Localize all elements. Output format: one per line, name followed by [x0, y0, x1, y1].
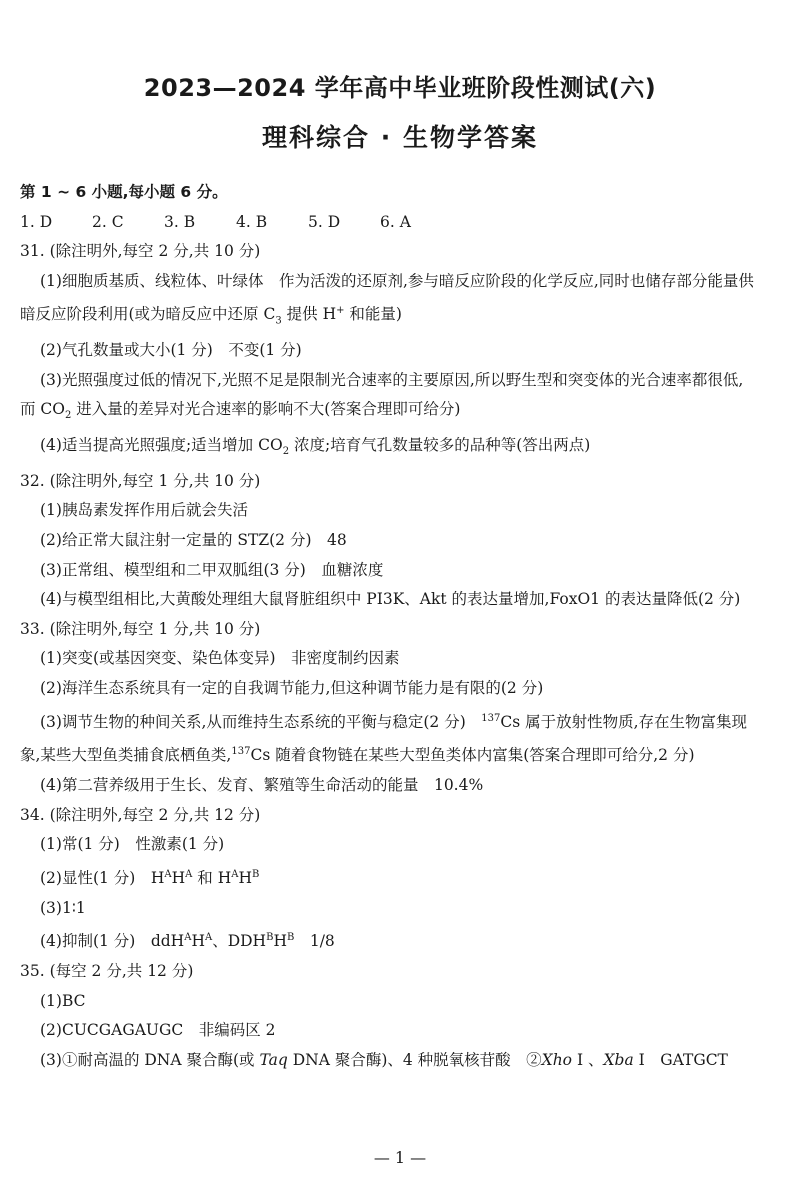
q31-answer-3-line-2: [20, 395, 785, 431]
page-title: 2023—2024 学年高中毕业班阶段性测试(六): [143, 74, 657, 102]
allele-a: A: [204, 932, 213, 944]
q31-text: (4)适当提高光照强度;适当增加 CO: [40, 436, 283, 455]
q31-text: 浓度;培育气孔数量较多的品种等(答出两点): [289, 436, 591, 455]
q34-text: 1/8: [294, 932, 335, 951]
q33-text: (3)调节生物的种间关系,从而维持生态系统的平衡与稳定(2 分): [40, 712, 482, 731]
genotype-h: H: [273, 932, 287, 951]
q33-text: Cs 属于放射性物质,存在生物富集现: [500, 712, 748, 731]
q35-heading: 35. (每空 2 分,共 12 分): [20, 961, 194, 980]
q34-heading: 34. (除注明外,每空 2 分,共 12 分): [20, 805, 261, 824]
enzyme-xba: Xba: [603, 1050, 634, 1069]
q31-answer-1-line-1: (1)细胞质基质、线粒体、叶绿体 作为活泼的还原剂,参与暗反应阶段的化学反应,同时也储存部分能量供: [40, 271, 754, 290]
q34-answer-4: [20, 923, 785, 957]
q32-answer-2: (2)给正常大鼠注射一定量的 STZ(2 分) 48: [40, 530, 347, 549]
q35-answer-2: (2)CUCGAGAUGC 非编码区 2: [40, 1021, 276, 1040]
genotype-h: H: [238, 868, 253, 887]
q31-answer-3-line-1: (3)光照强度过低的情况下,光照不足是限制光合速率的主要原因,所以野生型和突变体的光合速率都很低,: [40, 370, 744, 389]
q32-answer-1: (1)胰岛素发挥作用后就会失活: [40, 501, 248, 520]
q33-superscript: 137: [231, 746, 251, 758]
q31-answer-1-line-2: [20, 296, 785, 336]
q34-text: (4)抑制(1 分) ddH: [40, 932, 185, 951]
q32-answer-4: (4)与模型组相比,大黄酸处理组大鼠肾脏组织中 PI3K、Akt 的表达量增加,FoxO1 的表达量降低(2 分): [40, 590, 741, 609]
mc-answer-1: 1. D: [20, 212, 53, 231]
q34-answer-3: (3)1∶1: [40, 898, 86, 917]
q32-heading: 32. (除注明外,每空 1 分,共 10 分): [20, 471, 261, 490]
mc-answers: [20, 208, 785, 238]
q33-answer-4: (4)第二营养级用于生长、发育、繁殖等生命活动的能量 10.4%: [40, 776, 484, 795]
mc-answer-3: 3. B: [164, 212, 196, 231]
q34-text: 、DDH: [212, 932, 267, 951]
q31-subscript: 2: [282, 446, 290, 458]
q34-text: 和: [192, 868, 218, 887]
q33-answer-3-line-2: [20, 737, 785, 771]
allele-a: A: [164, 868, 172, 880]
q33-answer-2: (2)海洋生态系统具有一定的自我调节能力,但这种调节能力是有限的(2 分): [40, 678, 544, 697]
q35-text: Ⅰ 、: [572, 1050, 604, 1069]
page-subtitle: 理科综合 · 生物学答案: [262, 123, 538, 152]
q33-superscript: 137: [481, 712, 501, 724]
allele-a: A: [184, 932, 192, 944]
q35-text: DNA 聚合酶)、4 种脱氧核苷酸 ②: [287, 1050, 542, 1069]
q35-text: (3)①耐高温的 DNA 聚合酶(或: [40, 1050, 260, 1069]
q35-text: Ⅰ GATGCT: [633, 1050, 728, 1069]
mc-heading: 第 1 ~ 6 小题,每小题 6 分。: [20, 183, 228, 201]
q33-answer-3-line-1: [20, 704, 785, 738]
enzyme-xho: Xho: [541, 1050, 573, 1069]
mc-answer-2: 2. C: [92, 212, 124, 231]
allele-a: A: [231, 868, 239, 880]
allele-b: B: [286, 932, 295, 944]
q31-text: 而 CO: [20, 400, 65, 419]
q34-text: (2)显性(1 分): [40, 868, 151, 887]
q33-answer-1: (1)突变(或基因突变、染色体变异) 非密度制约因素: [40, 649, 400, 668]
q31-superscript: +: [336, 305, 345, 317]
allele-b: B: [266, 932, 274, 944]
q34-answer-2: [20, 860, 785, 894]
q33-text: 象,某些大型鱼类捕食底栖鱼类,: [20, 746, 232, 765]
allele-b: B: [252, 868, 260, 880]
mc-answer-5: 5. D: [308, 212, 341, 231]
q31-text: 进入量的差异对光合速率的影响不大(答案合理即可给分): [71, 400, 461, 419]
q34-answer-1: (1)常(1 分) 性激素(1 分): [40, 835, 225, 854]
q31-answer-2: (2)气孔数量或大小(1 分) 不变(1 分): [40, 341, 302, 360]
answer-content: [20, 178, 785, 1075]
mc-answer-6: 6. A: [380, 212, 411, 231]
q33-heading: 33. (除注明外,每空 1 分,共 10 分): [20, 619, 261, 638]
genotype-h: H: [191, 932, 205, 951]
page-number: — 1 —: [373, 1148, 427, 1167]
q31-text: 暗反应阶段利用(或为暗反应中还原 C: [20, 305, 276, 324]
genotype-h: H: [217, 868, 232, 887]
q31-subscript: 3: [275, 315, 282, 327]
q31-answer-4: [20, 431, 785, 467]
q32-answer-3: (3)正常组、模型组和二甲双胍组(3 分) 血糖浓度: [40, 560, 384, 579]
q33-text: Cs 随着食物链在某些大型鱼类体内富集(答案合理即可给分,2 分): [250, 746, 695, 765]
genotype-h: H: [150, 868, 165, 887]
mc-answer-4: 4. B: [236, 212, 268, 231]
genotype-h: H: [171, 868, 186, 887]
q31-subscript: 2: [65, 410, 72, 422]
enzyme-taq: Taq: [259, 1050, 288, 1069]
q31-text: 提供 H: [281, 305, 337, 324]
q35-answer-3: [20, 1046, 785, 1076]
q35-answer-1: (1)BC: [40, 991, 86, 1010]
allele-a: A: [185, 868, 193, 880]
q31-heading: 31. (除注明外,每空 2 分,共 10 分): [20, 242, 261, 261]
q31-text: 和能量): [344, 305, 402, 324]
